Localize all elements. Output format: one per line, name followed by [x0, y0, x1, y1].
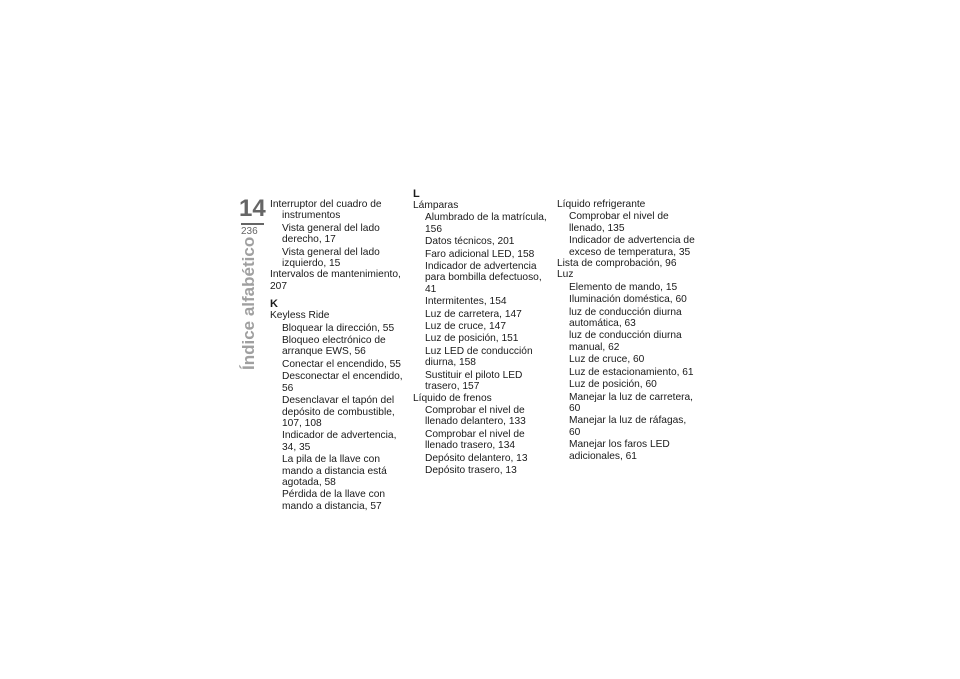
entry-subitem: luz de conducción diurna automática, 63	[569, 306, 682, 330]
entry-subitem: Luz LED de conducción diurna, 158	[425, 345, 533, 369]
entry-subitem: Sustituir el piloto LED trasero, 157	[425, 369, 523, 393]
index-letter-heading: K	[270, 298, 278, 311]
entry-subitem: Faro adicional LED, 158	[425, 248, 535, 260]
entry-subitem: La pila de la llave con mando a distancia está agotada, 58	[282, 454, 387, 488]
index-column-2	[413, 188, 551, 476]
entry-subitem: Vista general del lado izquierdo, 15	[282, 246, 380, 270]
entry-subitem: Comprobar el nivel de llenado delantero, 133	[425, 404, 526, 428]
entry-heading: Luz	[557, 269, 574, 281]
entry-subitem: Iluminación doméstica, 60	[569, 294, 687, 306]
entry-subitem: Depósito trasero, 13	[425, 464, 517, 476]
index-entry	[557, 199, 695, 258]
entry-subitem: Manejar la luz de carretera, 60	[569, 391, 694, 414]
entry-subitem: Luz de cruce, 60	[569, 354, 645, 366]
chapter-number: 14	[239, 195, 266, 222]
index-entry	[557, 269, 695, 462]
section-title: Índice alfabético	[239, 236, 258, 370]
index-column-3	[557, 199, 695, 462]
entry-subitem: Luz de posición, 60	[569, 379, 657, 391]
entry-subitem: Bloqueo electrónico de arranque EWS, 56	[282, 335, 386, 358]
entry-subitem: Luz de estacionamiento, 61	[569, 366, 694, 378]
entry-subitem: Luz de carretera, 147	[425, 308, 522, 320]
entry-subitem: Conectar el encendido, 55	[282, 358, 401, 370]
entry-heading: Lámparas	[413, 200, 459, 211]
page-number: 236	[241, 226, 258, 237]
entry-subitem: Comprobar el nivel de llenado, 135	[569, 211, 669, 234]
entry-heading: Líquido de frenos	[413, 392, 492, 404]
index-entry	[557, 258, 695, 269]
entry-subitem: Luz de posición, 151	[425, 333, 519, 345]
entry-subitem: Intermitentes, 154	[425, 296, 507, 308]
index-entry	[270, 310, 408, 512]
index-column-1	[270, 199, 408, 512]
entry-subitem: Manejar la luz de ráfagas, 60	[569, 415, 687, 438]
entry-subitem: Bloquear la dirección, 55	[282, 322, 395, 334]
entry-subitem: luz de conducción diurna manual, 62	[569, 330, 682, 353]
entry-subitem: Alumbrado de la matrícula, 156	[425, 212, 547, 235]
entry-subitem: Datos técnicos, 201	[425, 236, 515, 248]
entry-heading: Líquido refrigerante	[557, 199, 646, 210]
entry-subitem: Desconectar el encendido, 56	[282, 371, 403, 394]
index-entry	[270, 269, 408, 292]
entry-subitem: Indicador de advertencia de exceso de temperatura, 35	[569, 235, 695, 258]
index-entry	[270, 199, 408, 269]
chapter-divider	[241, 223, 264, 225]
entry-subitem: Desenclavar el tapón del depósito de combustible, 107, 108	[282, 395, 395, 429]
entry-subitem: Luz de cruce, 147	[425, 321, 506, 333]
entry-heading: Interruptor del cuadro de	[270, 199, 382, 210]
entry-subitem: Pérdida de la llave con mando a distancia, 57	[282, 489, 386, 512]
entry-subitem: Indicador de advertencia para bombilla defectuoso, 41	[425, 261, 542, 295]
index-entry	[413, 200, 551, 393]
entry-subitem: Manejar los faros LED adicionales, 61	[569, 439, 670, 462]
entry-heading: Keyless Ride	[270, 310, 330, 322]
entry-heading-continued: instrumentos	[282, 210, 341, 222]
entry-heading: Intervalos de mantenimiento, 207	[270, 269, 401, 292]
entry-subitem: Elemento de mando, 15	[569, 281, 678, 293]
entry-subitem: Indicador de advertencia, 34, 35	[282, 430, 397, 453]
entry-heading: Lista de comprobación, 96	[557, 258, 677, 270]
entry-subitem: Depósito delantero, 13	[425, 452, 528, 464]
index-entry	[413, 393, 551, 477]
entry-subitem: Vista general del lado derecho, 17	[282, 222, 380, 246]
index-letter-heading: L	[413, 188, 420, 200]
entry-subitem: Comprobar el nivel de llenado trasero, 134	[425, 428, 525, 452]
